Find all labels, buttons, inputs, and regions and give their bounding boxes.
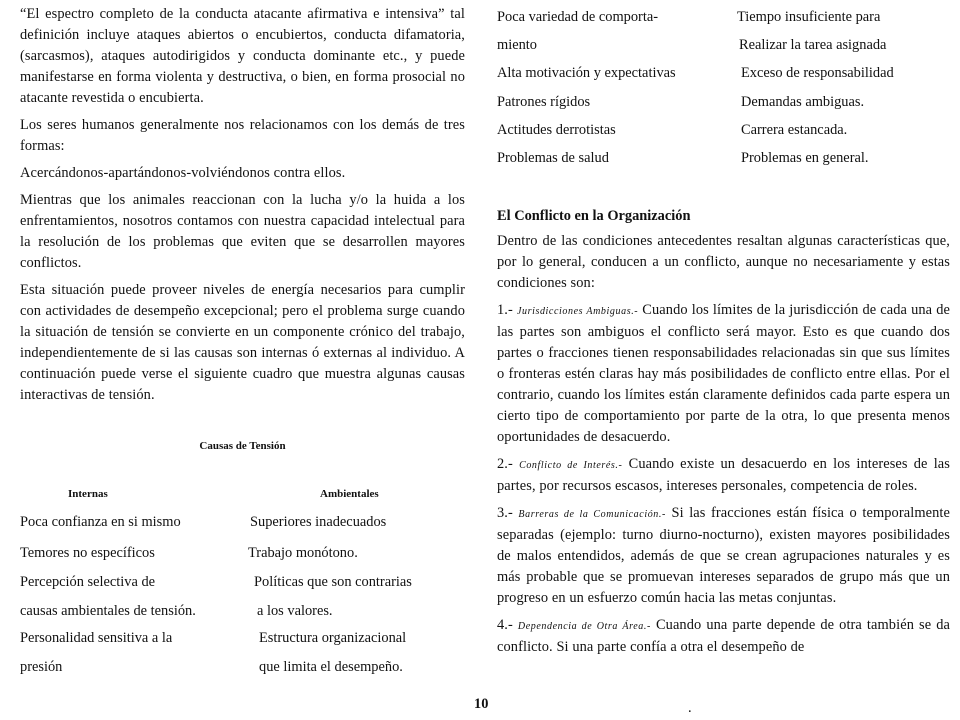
table-row bbox=[20, 574, 412, 591]
header-internas: Internas bbox=[68, 488, 108, 500]
table-row bbox=[497, 65, 894, 82]
cell-ambient: Demandas ambiguas. bbox=[741, 94, 865, 110]
table-row bbox=[20, 514, 386, 531]
cell-internal: miento bbox=[497, 37, 537, 53]
table-row bbox=[497, 37, 886, 54]
table-title: Causas de Tensión bbox=[199, 440, 286, 452]
paragraph-forms: Acercándonos-apartándonos-volviéndonos contra ellos. bbox=[20, 165, 346, 181]
cell-internal: Patrones rígidos bbox=[497, 94, 591, 110]
table-row bbox=[20, 659, 403, 676]
cell-ambient: Realizar la tarea asignada bbox=[739, 37, 887, 53]
table-row bbox=[497, 94, 864, 111]
cell-ambient: Estructura organizacional bbox=[259, 630, 407, 646]
list-item bbox=[497, 300, 950, 448]
paragraph-intro: Dentro de las condiciones antecedentes resaltan algunas características que, por lo general, conducen a un conflicto, aunque no necesariamente y estas condiciones son: bbox=[497, 233, 950, 291]
item-number: 3.- bbox=[497, 505, 513, 521]
cell-internal: Poca confianza en si mismo bbox=[20, 514, 181, 530]
section-heading: El Conflicto en la Organización bbox=[497, 208, 691, 224]
item-text: Cuando existe un desacuerdo en los intereses de las partes, por recursos escasos, intereses personales, competencia de roles. bbox=[497, 456, 950, 494]
paragraph-relations: Los seres humanos generalmente nos relacionamos con los demás de tres formas: bbox=[20, 117, 465, 154]
cell-ambient: Exceso de responsabilidad bbox=[741, 65, 894, 81]
cell-internal: Temores no específicos bbox=[20, 545, 155, 561]
list-item bbox=[497, 615, 950, 658]
item-title: Jurisdicciones Ambiguas.- bbox=[516, 306, 639, 317]
trailing-dot: . bbox=[688, 700, 692, 716]
table-row bbox=[497, 122, 847, 139]
list-item bbox=[497, 454, 950, 497]
item-text: Cuando una parte depende de otra también se da conflicto. Si una parte confía a otra el desempeño de bbox=[497, 617, 950, 655]
cell-ambient: Trabajo monótono. bbox=[248, 545, 358, 561]
list-item bbox=[497, 503, 950, 609]
cell-internal: Problemas de salud bbox=[497, 150, 609, 166]
item-number: 4.- bbox=[497, 617, 513, 633]
header-ambientales: Ambientales bbox=[320, 488, 379, 500]
item-title: Barreras de la Comunicación.- bbox=[518, 509, 666, 520]
cell-ambient: Políticas que son contrarias bbox=[254, 574, 412, 590]
cell-internal: Poca variedad de comporta- bbox=[497, 9, 659, 25]
item-text: Si las fracciones están física o temporalmente separadas (ejemplo: turno diurno-nocturno), existen mayores posibilidades de malos entendidos, además de que se crean agrupaciones naturales y es más probable que se promuevan intereses separados de grupo más que un progreso en un esfuerzo común hacia las metas conjuntas. bbox=[497, 505, 950, 606]
table-row bbox=[20, 603, 333, 620]
paragraph-definition: “El espectro completo de la conducta atacante afirmativa e intensiva” tal definición incluye ataques abiertos o encubiertos, conducta difamatoria, (sarcasmos), ataques autodirigidos y conducta dominante etc., y puede manifestarse en forma violenta y destructiva, o bien, en forma prosocial no atacante revestida o encubierta. bbox=[20, 6, 465, 106]
table-row bbox=[20, 630, 406, 647]
cell-ambient: Superiores inadecuados bbox=[250, 514, 387, 530]
paragraph-animals: Mientras que los animales reaccionan con la lucha y/o la huida a los enfrentamientos, nosotros contamos con nuestra capacidad intelectual para la resolución de los problemas que eviten que se desarrollen mayores conflictos. bbox=[20, 192, 465, 271]
item-number: 1.- bbox=[497, 302, 513, 318]
cell-internal: Personalidad sensitiva a la bbox=[20, 630, 173, 646]
item-title: Conflicto de Interés.- bbox=[519, 460, 623, 471]
cell-internal: Alta motivación y expectativas bbox=[497, 65, 676, 81]
cell-ambient: Tiempo insuficiente para bbox=[737, 9, 881, 25]
paragraph-energy: Esta situación puede proveer niveles de energía necesarios para cumplir con actividades de desempeño excepcional; pero el problema surge cuando la situación de tensión se convierte en un componente crónico del trabajo, independientemente de si las causas son internas ó externas al individuo. A continuación puede verse el siguiente cuadro que muestra algunas causas interactivas de tensión. bbox=[20, 282, 465, 403]
cell-ambient: Problemas en general. bbox=[741, 150, 869, 166]
left-column bbox=[20, 0, 465, 406]
item-number: 2.- bbox=[497, 456, 513, 472]
item-title: Dependencia de Otra Área.- bbox=[517, 621, 651, 632]
table-row bbox=[497, 9, 880, 26]
right-column bbox=[497, 208, 950, 658]
item-text: Cuando los límites de la jurisdicción de cada una de las partes son ambiguos el conflicto será mayor. Esto es que cuando dos partes o fracciones tienen responsabilidades relacionadas sin que sus límites o fronteras estén claras hay más posibilidades de conflicto entre ellas. Por el contrario, cuando los límites están claramente definidos cada parte espera un cierto tipo de comportamiento por parte de la otra, lo que presenta menos oportunidades de desacuerdo. bbox=[497, 302, 951, 445]
table-row bbox=[20, 545, 358, 562]
cell-ambient: que limita el desempeño. bbox=[259, 659, 403, 675]
cell-ambient: a los valores. bbox=[257, 603, 333, 619]
cell-internal: Actitudes derrotistas bbox=[497, 122, 616, 138]
page-number: 10 bbox=[474, 696, 489, 712]
cell-internal: presión bbox=[20, 659, 63, 675]
cell-internal: Percepción selectiva de bbox=[20, 574, 156, 590]
table-header-row bbox=[68, 488, 379, 500]
cell-ambient: Carrera estancada. bbox=[741, 122, 848, 138]
cell-internal: causas ambientales de tensión. bbox=[20, 603, 196, 619]
table-row bbox=[497, 150, 868, 167]
